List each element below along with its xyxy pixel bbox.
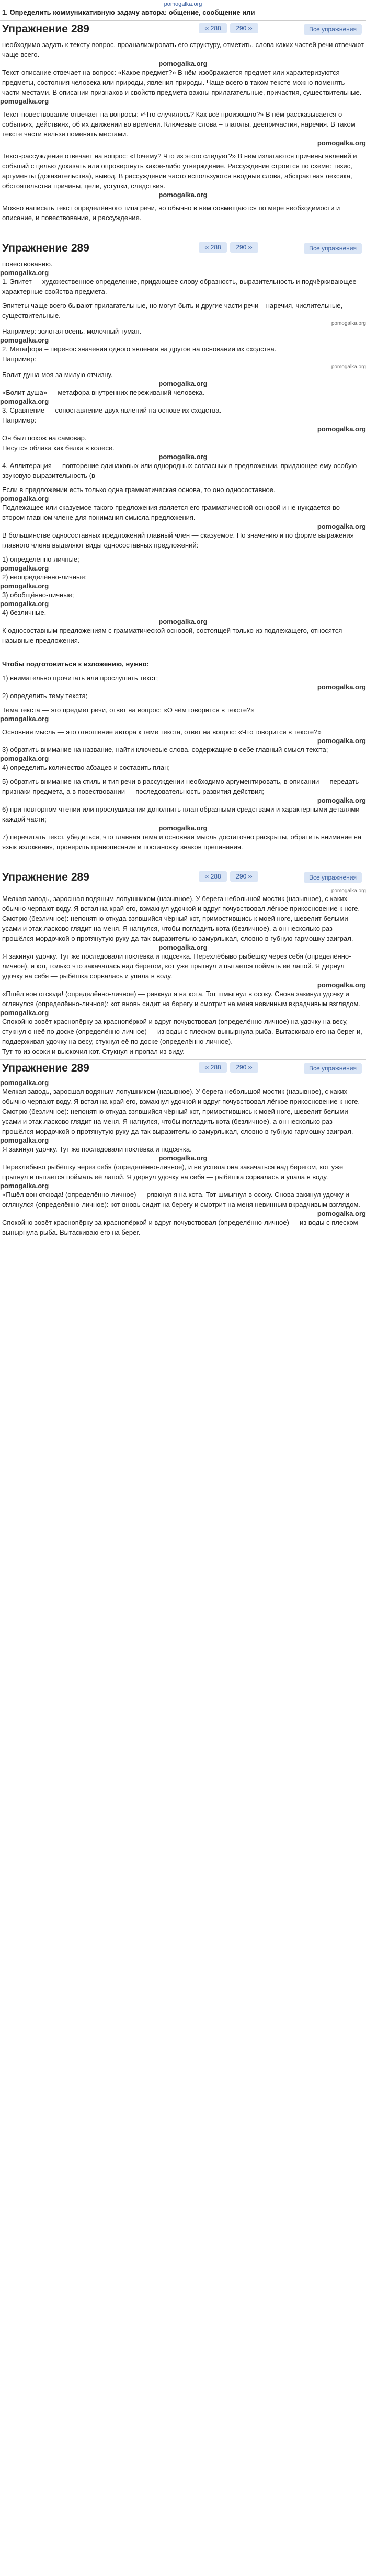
watermark: pomogalka.org — [158, 824, 208, 832]
paragraph: Болит душа моя за милую отчизну. — [2, 371, 113, 379]
all-exercises-button[interactable]: Все упражнения — [304, 1063, 362, 1074]
exercise-header — [0, 1059, 366, 1076]
paragraph: 4. Аллитерация — повторение одинаковых или однородных согласных в предложении, придающее ему особую звуковую выразительность (в — [2, 462, 357, 480]
next-exercise-button[interactable]: 290 ›› — [230, 242, 258, 253]
paragraph: Я закинул удочку. Тут же последовали поклёвка и подсечка. — [2, 1145, 192, 1153]
watermark: pomogalka.org — [0, 97, 49, 105]
next-exercise-button[interactable]: 290 ›› — [230, 871, 258, 882]
paragraph: Спокойно зовёт краснопёрку за краснопёркой и вдруг почувствовал (определённо-личное) на удочку на весу, стукнул о неё по доске (определённо-личное) — из воды с плеском вынырнула рыба. Вытаскиваю его на берег и, поддерживая удочку на весу, стукнул её по доске (определённо-личное). — [2, 1018, 362, 1045]
exercise-title: Упражнение 289 — [2, 23, 89, 35]
watermark: pomogalka.org — [158, 1154, 208, 1162]
exercise-header — [0, 869, 366, 885]
list-item: 1) внимательно прочитать или прослушать текст; — [2, 674, 158, 682]
site-url[interactable]: pomogalka.org — [164, 1, 202, 7]
prep-heading: Чтобы подготовиться к изложению, нужно: — [2, 660, 149, 668]
watermark: pomogalka.org — [0, 600, 49, 608]
list-item: 2) неопределённо-личные; — [2, 573, 87, 581]
watermark: pomogalka.org — [317, 522, 366, 530]
watermark: pomogalka.org — [0, 1136, 49, 1144]
watermark: pomogalka.org — [317, 683, 366, 691]
paragraph: Спокойно зовёт краснопёрку за краснопёркой и вдруг почувствовал (определённо-личное) — из воды с плеском вынырнула рыба. Вытаскиваю его на берег. — [2, 1218, 358, 1236]
paragraph: Мелкая заводь, заросшая водяным лопушником (назывное). У берега небольшой мостик (назывное), с каких обычно черпают воду. Я встал на край его, взмахнул удочкой и вдруг почувствовал лёгкое прикосновение к ноге. Смотрю (безличное): непонятно откуда взявшийся чёрный кот, примостившись к моей ноге, шевелит белыми усами и этак ласково глядит на меня. Я нагнулся, чтобы погладить кота (безличное), а он несколько раз прошёлся мордочкой о протянутую руку да так выразительно замурлыкал, словно в губную гармошку заиграл. — [2, 895, 360, 942]
watermark: pomogalka.org — [317, 425, 366, 433]
watermark: pomogalka.org — [0, 564, 49, 572]
watermark: pomogalka.org — [0, 336, 49, 344]
exercise-header — [0, 20, 366, 37]
paragraph: Текст-повествование отвечает на вопросы: «Что случилось? Как всё произошло?» В нём рассказывается о событиях, действиях, об их движении во времени. Ключевые слова – глаголы, деепричастия, наречия. В таком тексте части нельзя поменять местами. — [2, 110, 356, 138]
paragraph: Я закинул удочку. Тут же последовали поклёвка и подсечка. Перехлёбыво рыбёшку через себя (определённо-личное), и кот, только что закачалась над берегом, кот уже прыгнул и пытается поймать её лапой. Я дёрнул удочку на себя — рыбёшка сорвалась и упала в воду. — [2, 952, 351, 980]
paragraph: Если в предложении есть только одна грамматическая основа, то оно односоставное. — [2, 486, 276, 494]
watermark: pomogalka.org — [331, 364, 366, 370]
paragraph: Например: — [2, 355, 37, 363]
paragraph: 2. Метафора – перенос значения одного явления на другое на основании их сходства. — [2, 345, 277, 353]
exercise-title: Упражнение 289 — [2, 1062, 89, 1074]
paragraph: В большинстве односоставных предложений главный член — сказуемое. По значению и по форме выражения главного члена выделяют виды односоставных предложений: — [2, 531, 354, 549]
paragraph: Он был похож на самовар. — [2, 434, 87, 442]
all-exercises-button[interactable]: Все упражнения — [304, 872, 362, 883]
paragraph: 1. Эпитет — художественное определение, придающее слову образность, выразительность и подчёркивающее характерные свойства предмета. — [2, 278, 357, 295]
paragraph: К односоставным предложениям с грамматической основой, состоящей только из подлежащего, относятся назывные предложения. — [2, 626, 342, 644]
list-item: 7) перечитать текст, убедиться, что главная тема и основная мысль достаточно раскрыты, обратить внимание на язык изложения, проверить правописание и постановку знаков препинания. — [2, 833, 362, 851]
watermark: pomogalka.org — [158, 943, 208, 951]
exercise-title: Упражнение 289 — [2, 242, 89, 254]
next-exercise-button[interactable]: 290 ›› — [230, 1062, 258, 1073]
watermark: pomogalka.org — [331, 888, 366, 894]
watermark: pomogalka.org — [0, 1079, 49, 1087]
watermark: pomogalka.org — [0, 755, 49, 762]
list-item: 6) при повторном чтении или прослушивании дополнить план образными средствами и характерными деталями каждой части; — [2, 805, 360, 823]
paragraph: «Пшёл вон отсюда! (определённо-личное) — рявкнул я на кота. Тот шмыгнул в осоку. Снова закинул удочку и оглянулся (определённо-личное): кот вновь сидит на берегу и смотрит на меня невинным вкрадчивым взглядом. — [2, 990, 360, 1008]
all-exercises-button[interactable]: Все упражнения — [304, 24, 362, 35]
exercise-title: Упражнение 289 — [2, 871, 89, 883]
paragraph: 3. Сравнение — сопоставление двух явлений на основе их сходства. — [2, 406, 222, 414]
paragraph: Эпитеты чаще всего бывают прилагательные, но могут быть и другие части речи – наречия, числительные, существительные. — [2, 302, 343, 320]
prev-exercise-button[interactable]: ‹‹ 288 — [199, 1062, 227, 1073]
list-item: Тема текста — это предмет речи, ответ на вопрос: «О чём говорится в тексте?» — [2, 706, 255, 714]
next-exercise-button[interactable]: 290 ›› — [230, 23, 258, 33]
watermark: pomogalka.org — [317, 796, 366, 804]
list-item: 5) обратить внимание на стиль и тип речи в рассуждении необходимо аргументировать, в описании — передать признаки предмета, а в повествовании — последовательность развития действия; — [2, 778, 359, 795]
paragraph: «Пшёл вон отсюда! (определённо-личное) — рявкнул я на кота. Тот шмыгнул в осоку. Снова закинул удочку и оглянулся (определённо-личное): кот вновь сидит на берегу и смотрит на меня невинным вкрадчивым взглядом. — [2, 1191, 360, 1209]
paragraph: повествованию. — [2, 260, 53, 268]
paragraph: Текст-рассуждение отвечает на вопрос: «Почему? Что из этого следует?» В нём излагаются причины явлений и событий с целью доказать или опровергнуть какое-либо утверждение. Рассуждение строится по схеме: тезис, аргументы (доказательства), вывод. В рассуждении часто используются вводные слова, абстрактная лексика, обстоятельства причины, цели, уступки, следствия. — [2, 152, 357, 190]
watermark: pomogalka.org — [158, 191, 208, 199]
paragraph: Например: золотая осень, молочный туман. — [2, 327, 142, 335]
watermark: pomogalka.org — [317, 981, 366, 989]
pager — [199, 23, 258, 33]
paragraph: Можно написать текст определённого типа речи, но обычно в нём совмещаются по мере необходимости и описание, и повествование, и рассуждение. — [2, 204, 340, 222]
list-item: 2) определить тему текста; — [2, 692, 88, 700]
paragraph: Перехлёбыво рыбёшку через себя (определённо-личное), и не успела она закачаться над берегом, кот уже прыгнул и пытается поймать её лапой. Я дёрнул удочку на себя — рыбёшка сорвалась и упала в воду. — [2, 1163, 344, 1181]
watermark: pomogalka.org — [0, 582, 49, 590]
prev-exercise-button[interactable]: ‹‹ 288 — [199, 871, 227, 882]
paragraph: необходимо задать к тексту вопрос, проанализировать его структуру, отметить, слова каких частей речи отвечают чаще всего. — [2, 41, 364, 59]
page — [0, 0, 366, 1237]
watermark: pomogalka.org — [331, 321, 366, 326]
watermark: pomogalka.org — [158, 618, 208, 625]
watermark: pomogalka.org — [0, 269, 49, 277]
paragraph: Подлежащее или сказуемое такого предложения является его грамматической основой и не нуждается во втором главном члене для понимания смысла предложения. — [2, 504, 340, 521]
list-item: 1) определённо-личные; — [2, 555, 79, 563]
list-item: 3) обобщённо-личные; — [2, 591, 74, 599]
paragraph: Несутся облака как белка в колесе. — [2, 444, 115, 452]
all-exercises-button[interactable]: Все упражнения — [304, 243, 362, 254]
pager — [199, 871, 258, 882]
prev-exercise-button[interactable]: ‹‹ 288 — [199, 242, 227, 253]
list-item: 3) обратить внимание на название, найти ключевые слова, содержащие в себе главный смысл текста; — [2, 746, 328, 754]
watermark: pomogalka.org — [0, 1182, 49, 1190]
watermark: pomogalka.org — [0, 715, 49, 723]
watermark: pomogalka.org — [0, 397, 49, 405]
paragraph: Например: — [2, 416, 37, 424]
watermark: pomogalka.org — [317, 1210, 366, 1217]
paragraph: Мелкая заводь, заросшая водяным лопушником (назывное). У берега небольшой мостик (назывное), с каких обычно черпают воду. Я встал на край его, взмахнул удочкой и вдруг почувствовал лёгкое прикосновение к ноге. Смотрю (безличное): непонятно откуда взявшийся чёрный кот, примостившись к моей ноге, шевелит белыми усами и этак ласково глядит на меня. Я нагнулся, чтобы погладить кота (безличное), а он несколько раз прошёлся мордочкой о протянутую руку да так выразительно замурлыкал, словно в губную гармошку заиграл. — [2, 1088, 360, 1135]
pager — [199, 242, 258, 253]
list-item: 4) определить количество абзацев и составить план; — [2, 763, 170, 771]
exercise-header — [0, 240, 366, 256]
watermark: pomogalka.org — [158, 60, 208, 67]
prev-exercise-button[interactable]: ‹‹ 288 — [199, 23, 227, 33]
watermark: pomogalka.org — [0, 495, 49, 503]
paragraph: Текст-описание отвечает на вопрос: «Какое предмет?» В нём изображается предмет или характеризуются предметы, состояния человека или природы, явления природы. Чаще всего в таком тексте можно поменять части местами. В описании признаков и свойств предмета важны прилагательные, причастия, существительные. — [2, 69, 362, 96]
watermark: pomogalka.org — [0, 1009, 49, 1017]
watermark: pomogalka.org — [158, 453, 208, 461]
pager — [199, 1062, 258, 1073]
watermark: pomogalka.org — [317, 737, 366, 745]
list-item: 4) безличные. — [2, 609, 47, 617]
watermark: pomogalka.org — [317, 139, 366, 147]
paragraph: «Болит душа» — метафора внутренних переживаний человека. — [2, 389, 205, 396]
watermark: pomogalka.org — [158, 380, 208, 387]
paragraph: Тут-то из осоки и выскочил кот. Стукнул и пропал из виду. — [2, 1047, 185, 1055]
list-item: Основная мысль — это отношение автора к теме текста, ответ на вопрос: «Что говорится в тексте?» — [2, 728, 322, 736]
task-heading: 1. Определить коммуникативную задачу автора: общение, сообщение или — [2, 8, 255, 16]
